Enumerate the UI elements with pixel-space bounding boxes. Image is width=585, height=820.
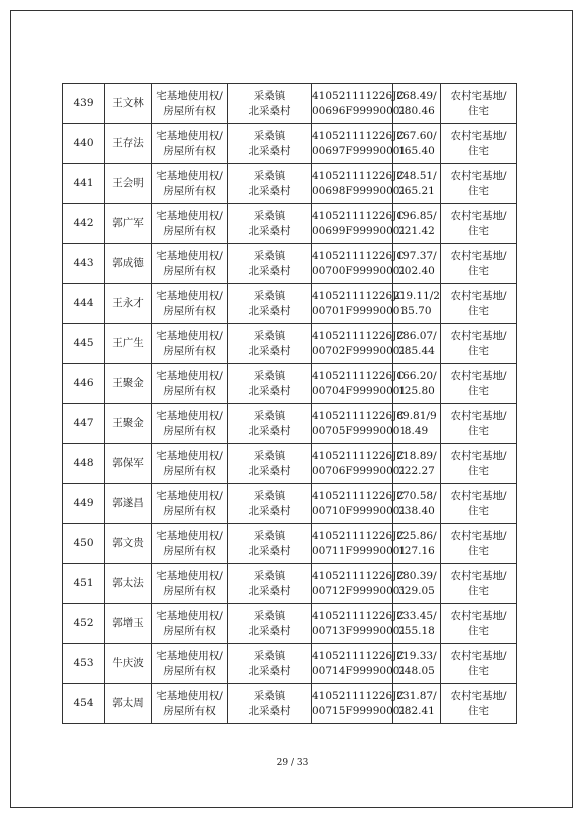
- owner-name: 王聚金: [105, 404, 152, 444]
- parcel-code: [312, 604, 407, 644]
- land-use: [441, 124, 517, 164]
- area-value-line: 329.05: [398, 584, 435, 597]
- location-line: 采桑镇: [253, 689, 286, 702]
- location-line: 北采桑村: [248, 624, 291, 637]
- row-number: 441: [63, 164, 105, 204]
- owner-name: 郭增玉: [105, 604, 152, 644]
- land-use: [441, 324, 517, 364]
- land-use: [441, 644, 517, 684]
- area-value: [393, 84, 441, 124]
- location: [228, 564, 312, 604]
- location-line: 采桑镇: [253, 449, 286, 462]
- parcel-code: [312, 484, 407, 524]
- row-number: 451: [63, 564, 105, 604]
- right-type-line: 房屋所有权: [163, 224, 216, 237]
- location-line: 北采桑村: [248, 224, 291, 237]
- registration-table-body: [63, 84, 517, 724]
- right-type-line: 宅基地使用权/: [156, 569, 223, 582]
- location: [228, 324, 312, 364]
- land-use: [441, 524, 517, 564]
- location: [228, 284, 312, 324]
- location: [228, 444, 312, 484]
- parcel-code-line: 00706F99990001: [312, 464, 407, 477]
- right-type: [152, 124, 228, 164]
- right-type: [152, 324, 228, 364]
- row-number: 450: [63, 524, 105, 564]
- area-value: [393, 324, 441, 364]
- parcel-code-line: 410521111226JC: [312, 689, 405, 702]
- area-value-line: 238.40: [398, 504, 435, 517]
- land-use: [441, 444, 517, 484]
- area-value: [393, 444, 441, 484]
- table-row: [63, 284, 517, 324]
- table-row: [63, 444, 517, 484]
- location-line: 北采桑村: [248, 424, 291, 437]
- parcel-code-line: 410521111226JC: [312, 209, 405, 222]
- location: [228, 84, 312, 124]
- row-number: 448: [63, 444, 105, 484]
- location-line: 北采桑村: [248, 344, 291, 357]
- right-type-line: 宅基地使用权/: [156, 409, 223, 422]
- right-type-line: 宅基地使用权/: [156, 89, 223, 102]
- right-type: [152, 204, 228, 244]
- location-line: 采桑镇: [253, 649, 286, 662]
- owner-name: 王聚金: [105, 364, 152, 404]
- area-value-line: 222.27: [398, 464, 435, 477]
- right-type-line: 房屋所有权: [163, 664, 216, 677]
- location-line: 北采桑村: [248, 304, 291, 317]
- parcel-code-line: 410521111226JC: [312, 529, 405, 542]
- land-use: [441, 164, 517, 204]
- parcel-code: [312, 284, 407, 324]
- land-use-line: 农村宅基地/: [450, 569, 507, 582]
- location-line: 北采桑村: [248, 264, 291, 277]
- area-value-line: 225.86/: [396, 529, 437, 542]
- land-use-line: 农村宅基地/: [450, 689, 507, 702]
- area-value-line: 165.40: [398, 144, 435, 157]
- area-value-line: 280.46: [398, 104, 435, 117]
- location-line: 北采桑村: [248, 144, 291, 157]
- parcel-code-line: 410521111226JC: [312, 449, 405, 462]
- right-type-line: 宅基地使用权/: [156, 369, 223, 382]
- area-value-line: 219.11/2: [393, 289, 440, 302]
- right-type-line: 宅基地使用权/: [156, 209, 223, 222]
- table-row: [63, 684, 517, 724]
- area-value-line: 268.49/: [396, 89, 437, 102]
- location-line: 北采桑村: [248, 464, 291, 477]
- parcel-code: [312, 524, 407, 564]
- owner-name: 郭广军: [105, 204, 152, 244]
- owner-name: 郭遂昌: [105, 484, 152, 524]
- location-line: 北采桑村: [248, 384, 291, 397]
- owner-name: 郭太周: [105, 684, 152, 724]
- land-use-line: 住宅: [468, 224, 489, 237]
- land-use: [441, 84, 517, 124]
- land-use: [441, 404, 517, 444]
- registration-table: [62, 83, 517, 724]
- right-type: [152, 604, 228, 644]
- parcel-code: [312, 644, 407, 684]
- land-use-line: 住宅: [468, 624, 489, 637]
- parcel-code-line: 410521111226JC: [312, 169, 405, 182]
- right-type-line: 房屋所有权: [163, 544, 216, 557]
- parcel-code-line: 00698F99990001: [312, 184, 407, 197]
- table-row: [63, 564, 517, 604]
- table-row: [63, 604, 517, 644]
- table-row: [63, 644, 517, 684]
- location: [228, 124, 312, 164]
- right-type-line: 宅基地使用权/: [156, 169, 223, 182]
- right-type-line: 宅基地使用权/: [156, 529, 223, 542]
- right-type: [152, 364, 228, 404]
- parcel-code-line: 00697F99990001: [312, 144, 407, 157]
- area-value-line: 197.37/: [396, 249, 437, 262]
- area-value-line: 89.81/9: [396, 409, 437, 422]
- area-value: [393, 244, 441, 284]
- parcel-code-line: 00710F99990001: [312, 504, 407, 517]
- area-value: [393, 404, 441, 444]
- area-value-line: 8.49: [404, 424, 429, 437]
- land-use-line: 农村宅基地/: [450, 369, 507, 382]
- parcel-code-line: 410521111226JC: [312, 569, 405, 582]
- owner-name: 王广生: [105, 324, 152, 364]
- page-number: 29 / 33: [276, 758, 309, 768]
- parcel-code-line: 410521111226JC: [312, 489, 405, 502]
- land-use-line: 住宅: [468, 144, 489, 157]
- land-use-line: 农村宅基地/: [450, 289, 507, 302]
- row-number: 440: [63, 124, 105, 164]
- right-type: [152, 684, 228, 724]
- area-value-line: 127.16: [398, 544, 435, 557]
- table-row: [63, 324, 517, 364]
- right-type-line: 房屋所有权: [163, 624, 216, 637]
- land-use-line: 住宅: [468, 264, 489, 277]
- parcel-code-line: 00701F99990001: [312, 304, 407, 317]
- parcel-code: [312, 84, 407, 124]
- parcel-code: [312, 444, 407, 484]
- table-row: [63, 244, 517, 284]
- parcel-code-line: 410521111226JC: [312, 289, 405, 302]
- parcel-code: [312, 364, 407, 404]
- row-number: 447: [63, 404, 105, 444]
- parcel-code: [312, 164, 407, 204]
- land-use: [441, 484, 517, 524]
- land-use: [441, 604, 517, 644]
- right-type-line: 房屋所有权: [163, 304, 216, 317]
- table-row: [63, 164, 517, 204]
- table-row: [63, 124, 517, 164]
- location-line: 北采桑村: [248, 664, 291, 677]
- owner-name: 王文林: [105, 84, 152, 124]
- right-type-line: 房屋所有权: [163, 584, 216, 597]
- parcel-code-line: 00696F99990001: [312, 104, 407, 117]
- land-use-line: 农村宅基地/: [450, 89, 507, 102]
- location-line: 采桑镇: [253, 89, 286, 102]
- location-line: 北采桑村: [248, 704, 291, 717]
- right-type: [152, 564, 228, 604]
- parcel-code-line: 00712F99990001: [312, 584, 407, 597]
- land-use-line: 住宅: [468, 584, 489, 597]
- area-value-line: 125.80: [398, 384, 435, 397]
- location-line: 采桑镇: [253, 129, 286, 142]
- parcel-code-line: 410521111226JC: [312, 249, 405, 262]
- parcel-code-line: 00700F99990001: [312, 264, 407, 277]
- table-row: [63, 484, 517, 524]
- row-number: 446: [63, 364, 105, 404]
- area-value-line: 270.58/: [396, 489, 437, 502]
- right-type-line: 房屋所有权: [163, 184, 216, 197]
- land-use-line: 农村宅基地/: [450, 609, 507, 622]
- location-line: 采桑镇: [253, 569, 286, 582]
- row-number: 449: [63, 484, 105, 524]
- land-use-line: 农村宅基地/: [450, 649, 507, 662]
- area-value-line: 286.07/: [396, 329, 437, 342]
- parcel-code-line: 410521111226JC: [312, 609, 405, 622]
- area-value-line: 218.89/: [396, 449, 437, 462]
- area-value: [393, 684, 441, 724]
- area-value-line: 166.20/: [396, 369, 437, 382]
- owner-name: 王永才: [105, 284, 152, 324]
- location-line: 北采桑村: [248, 544, 291, 557]
- parcel-code: [312, 244, 407, 284]
- parcel-code: [312, 204, 407, 244]
- parcel-code-line: 00715F99990001: [312, 704, 407, 717]
- owner-name: 郭太法: [105, 564, 152, 604]
- location-line: 北采桑村: [248, 184, 291, 197]
- right-type-line: 房屋所有权: [163, 384, 216, 397]
- area-value: [393, 124, 441, 164]
- row-number: 439: [63, 84, 105, 124]
- location-line: 采桑镇: [253, 249, 286, 262]
- right-type-line: 房屋所有权: [163, 104, 216, 117]
- land-use: [441, 564, 517, 604]
- location: [228, 244, 312, 284]
- land-use-line: 住宅: [468, 304, 489, 317]
- table-row: [63, 404, 517, 444]
- parcel-code: [312, 564, 407, 604]
- area-value-line: 202.40: [398, 264, 435, 277]
- area-value: [393, 204, 441, 244]
- land-use-line: 住宅: [468, 464, 489, 477]
- area-value-line: 267.60/: [396, 129, 437, 142]
- owner-name: 王会明: [105, 164, 152, 204]
- row-number: 452: [63, 604, 105, 644]
- area-value-line: 280.39/: [396, 569, 437, 582]
- area-value-line: 221.42: [398, 224, 435, 237]
- location-line: 采桑镇: [253, 169, 286, 182]
- right-type-line: 房屋所有权: [163, 344, 216, 357]
- parcel-code-line: 00702F99990001: [312, 344, 407, 357]
- land-use-line: 住宅: [468, 104, 489, 117]
- area-value: [393, 524, 441, 564]
- area-value: [393, 484, 441, 524]
- owner-name: 郭文贵: [105, 524, 152, 564]
- parcel-code-line: 410521111226JC: [312, 129, 405, 142]
- right-type: [152, 524, 228, 564]
- table-row: [63, 364, 517, 404]
- area-value: [393, 644, 441, 684]
- parcel-code-line: 00705F99990001: [312, 424, 407, 437]
- land-use-line: 农村宅基地/: [450, 529, 507, 542]
- parcel-code-line: 00713F99990001: [312, 624, 407, 637]
- area-value: [393, 164, 441, 204]
- parcel-code-line: 00711F99990001: [312, 544, 407, 557]
- area-value: [393, 284, 441, 324]
- right-type-line: 房屋所有权: [163, 424, 216, 437]
- right-type: [152, 164, 228, 204]
- location-line: 采桑镇: [253, 209, 286, 222]
- area-value-line: 219.33/: [396, 649, 437, 662]
- area-value-line: 282.41: [398, 704, 435, 717]
- right-type: [152, 484, 228, 524]
- right-type: [152, 644, 228, 684]
- parcel-code-line: 00704F99990001: [312, 384, 407, 397]
- location: [228, 524, 312, 564]
- right-type-line: 房屋所有权: [163, 704, 216, 717]
- land-use-line: 农村宅基地/: [450, 249, 507, 262]
- right-type: [152, 244, 228, 284]
- location-line: 北采桑村: [248, 584, 291, 597]
- land-use-line: 住宅: [468, 544, 489, 557]
- land-use-line: 农村宅基地/: [450, 409, 507, 422]
- land-use-line: 农村宅基地/: [450, 449, 507, 462]
- parcel-code-line: 00699F99990001: [312, 224, 407, 237]
- area-value-line: 35.70: [401, 304, 432, 317]
- location: [228, 484, 312, 524]
- area-value-line: 196.85/: [396, 209, 437, 222]
- location: [228, 204, 312, 244]
- parcel-code-line: 410521111226JC: [312, 329, 405, 342]
- owner-name: 王存法: [105, 124, 152, 164]
- parcel-code: [312, 324, 407, 364]
- location-line: 采桑镇: [253, 369, 286, 382]
- right-type-line: 宅基地使用权/: [156, 249, 223, 262]
- area-value-line: 285.44: [398, 344, 435, 357]
- location: [228, 164, 312, 204]
- table-row: [63, 524, 517, 564]
- right-type-line: 宅基地使用权/: [156, 689, 223, 702]
- owner-name: 郭成德: [105, 244, 152, 284]
- location-line: 采桑镇: [253, 289, 286, 302]
- land-use: [441, 684, 517, 724]
- right-type-line: 宅基地使用权/: [156, 449, 223, 462]
- land-use-line: 农村宅基地/: [450, 209, 507, 222]
- location: [228, 404, 312, 444]
- location: [228, 364, 312, 404]
- right-type-line: 宅基地使用权/: [156, 609, 223, 622]
- area-value-line: 231.87/: [396, 689, 437, 702]
- right-type-line: 宅基地使用权/: [156, 489, 223, 502]
- location-line: 采桑镇: [253, 409, 286, 422]
- location-line: 北采桑村: [248, 504, 291, 517]
- row-number: 443: [63, 244, 105, 284]
- parcel-code-line: 00714F99990001: [312, 664, 407, 677]
- parcel-code: [312, 124, 407, 164]
- land-use-line: 住宅: [468, 504, 489, 517]
- location-line: 采桑镇: [253, 489, 286, 502]
- location-line: 采桑镇: [253, 529, 286, 542]
- land-use-line: 住宅: [468, 704, 489, 717]
- owner-name: 郭保军: [105, 444, 152, 484]
- row-number: 453: [63, 644, 105, 684]
- location: [228, 644, 312, 684]
- area-value: [393, 364, 441, 404]
- land-use-line: 住宅: [468, 344, 489, 357]
- location-line: 北采桑村: [248, 104, 291, 117]
- land-use: [441, 204, 517, 244]
- owner-name: 牛庆波: [105, 644, 152, 684]
- land-use-line: 农村宅基地/: [450, 329, 507, 342]
- row-number: 444: [63, 284, 105, 324]
- table-row: [63, 204, 517, 244]
- land-use-line: 住宅: [468, 664, 489, 677]
- row-number: 445: [63, 324, 105, 364]
- area-value-line: 248.51/: [396, 169, 437, 182]
- land-use: [441, 284, 517, 324]
- parcel-code-line: 410521111226JC: [312, 649, 405, 662]
- parcel-code: [312, 404, 407, 444]
- right-type: [152, 444, 228, 484]
- right-type-line: 房屋所有权: [163, 144, 216, 157]
- area-value-line: 265.21: [398, 184, 435, 197]
- land-use-line: 住宅: [468, 424, 489, 437]
- right-type-line: 宅基地使用权/: [156, 129, 223, 142]
- parcel-code-line: 410521111226JC: [312, 369, 405, 382]
- location-line: 采桑镇: [253, 329, 286, 342]
- location-line: 采桑镇: [253, 609, 286, 622]
- table-row: [63, 84, 517, 124]
- area-value-line: 248.05: [398, 664, 435, 677]
- right-type-line: 房屋所有权: [163, 264, 216, 277]
- right-type: [152, 404, 228, 444]
- right-type-line: 房屋所有权: [163, 504, 216, 517]
- row-number: 442: [63, 204, 105, 244]
- row-number: 454: [63, 684, 105, 724]
- right-type-line: 宅基地使用权/: [156, 289, 223, 302]
- land-use-line: 农村宅基地/: [450, 169, 507, 182]
- parcel-code-line: 410521111226JC: [312, 89, 405, 102]
- land-use-line: 住宅: [468, 384, 489, 397]
- right-type: [152, 284, 228, 324]
- area-value: [393, 564, 441, 604]
- location: [228, 684, 312, 724]
- land-use: [441, 364, 517, 404]
- parcel-code-line: 410521111226JC: [312, 409, 405, 422]
- right-type: [152, 84, 228, 124]
- land-use-line: 农村宅基地/: [450, 489, 507, 502]
- land-use-line: 农村宅基地/: [450, 129, 507, 142]
- land-use-line: 住宅: [468, 184, 489, 197]
- right-type-line: 房屋所有权: [163, 464, 216, 477]
- land-use: [441, 244, 517, 284]
- area-value: [393, 604, 441, 644]
- parcel-code: [312, 684, 407, 724]
- right-type-line: 宅基地使用权/: [156, 649, 223, 662]
- location: [228, 604, 312, 644]
- right-type-line: 宅基地使用权/: [156, 329, 223, 342]
- area-value-line: 255.18: [398, 624, 435, 637]
- area-value-line: 233.45/: [396, 609, 437, 622]
